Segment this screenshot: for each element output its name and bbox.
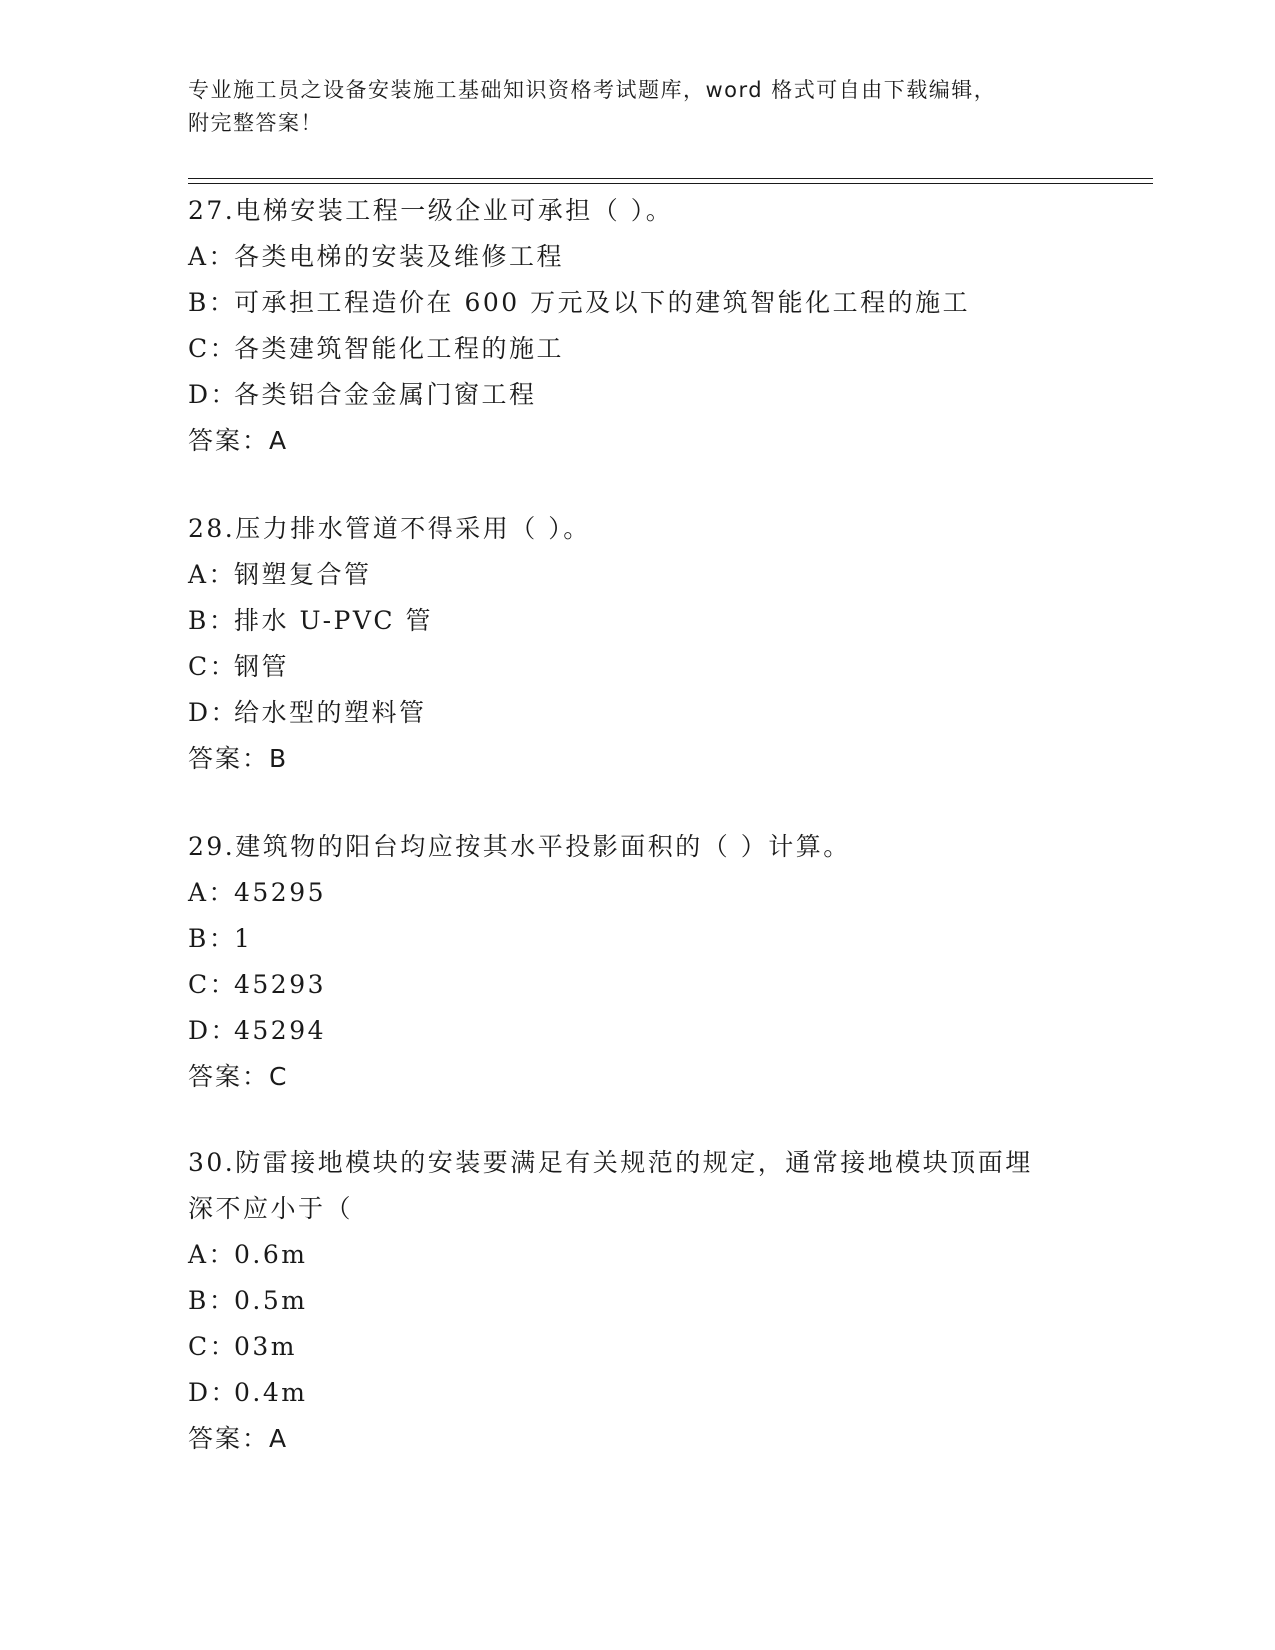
option-text: 1 (234, 924, 253, 953)
option-text: 钢管 (234, 652, 290, 681)
option-text: 各类电梯的安装及维修工程 (234, 242, 565, 271)
answer-line: 答案：C (188, 1062, 289, 1091)
option-key: C： (188, 334, 238, 363)
option-key: A： (188, 242, 237, 271)
option-text: 钢塑复合管 (234, 560, 372, 589)
option-key: D： (188, 1378, 239, 1407)
option-key: C： (188, 1332, 238, 1361)
option-key: D： (188, 380, 239, 409)
question-stem: 29.建筑物的阳台均应按其水平投影面积的（ ）计算。 (188, 832, 851, 861)
option-text: 各类铝合金金属门窗工程 (234, 380, 537, 409)
option-a (188, 1232, 1088, 1278)
header-divider-bottom (188, 183, 1153, 184)
option-text: 排水 U-PVC 管 (234, 606, 433, 635)
option-b (188, 598, 1088, 644)
option-text: 0.6m (234, 1240, 308, 1269)
option-d (188, 1008, 1088, 1054)
question-27 (188, 188, 1088, 464)
option-d (188, 690, 1088, 736)
option-a (188, 870, 1088, 916)
option-key: D： (188, 1016, 239, 1045)
option-key: A： (188, 1240, 237, 1269)
option-a (188, 234, 1088, 280)
option-text: 给水型的塑料管 (234, 698, 427, 727)
question-29 (188, 824, 1088, 1100)
option-text: 45294 (234, 1016, 327, 1045)
option-text: 可承担工程造价在 600 万元及以下的建筑智能化工程的施工 (234, 288, 971, 317)
option-key: B： (188, 288, 237, 317)
option-text: 45295 (234, 878, 327, 907)
answer-line: 答案：A (188, 1424, 289, 1453)
option-key: B： (188, 924, 237, 953)
question-stem-line-2: 深不应小于（ (188, 1194, 354, 1223)
option-c (188, 644, 1088, 690)
answer-line: 答案：B (188, 744, 289, 773)
option-text: 45293 (234, 970, 327, 999)
question-stem: 27.电梯安装工程一级企业可承担（ ）。 (188, 196, 674, 225)
option-text: 03m (234, 1332, 298, 1361)
option-key: A： (188, 878, 237, 907)
question-28 (188, 506, 1088, 782)
answer-line: 答案：A (188, 426, 289, 455)
option-d (188, 1370, 1088, 1416)
option-key: A： (188, 560, 237, 589)
option-text: 0.5m (234, 1286, 308, 1315)
option-key: B： (188, 606, 237, 635)
option-a (188, 552, 1088, 598)
option-key: D： (188, 698, 239, 727)
question-stem (188, 1140, 1068, 1232)
option-key: C： (188, 652, 238, 681)
question-stem-line-1: 30.防雷接地模块的安装要满足有关规范的规定，通常接地模块顶面埋 (188, 1148, 1033, 1177)
option-text: 0.4m (234, 1378, 308, 1407)
question-30 (188, 1140, 1088, 1462)
option-c (188, 962, 1088, 1008)
header-line-2: 附完整答案！ (188, 111, 323, 135)
option-d (188, 372, 1088, 418)
option-b (188, 1278, 1088, 1324)
option-text: 各类建筑智能化工程的施工 (234, 334, 565, 363)
option-c (188, 1324, 1088, 1370)
document-header (188, 74, 1068, 140)
option-c (188, 326, 1088, 372)
header-divider-top (188, 178, 1153, 179)
option-key: B： (188, 1286, 237, 1315)
option-key: C： (188, 970, 238, 999)
question-stem: 28.压力排水管道不得采用（ ）。 (188, 514, 591, 543)
option-b (188, 280, 1088, 326)
option-b (188, 916, 1088, 962)
header-line-1: 专业施工员之设备安装施工基础知识资格考试题库，word 格式可自由下载编辑， (188, 78, 997, 102)
